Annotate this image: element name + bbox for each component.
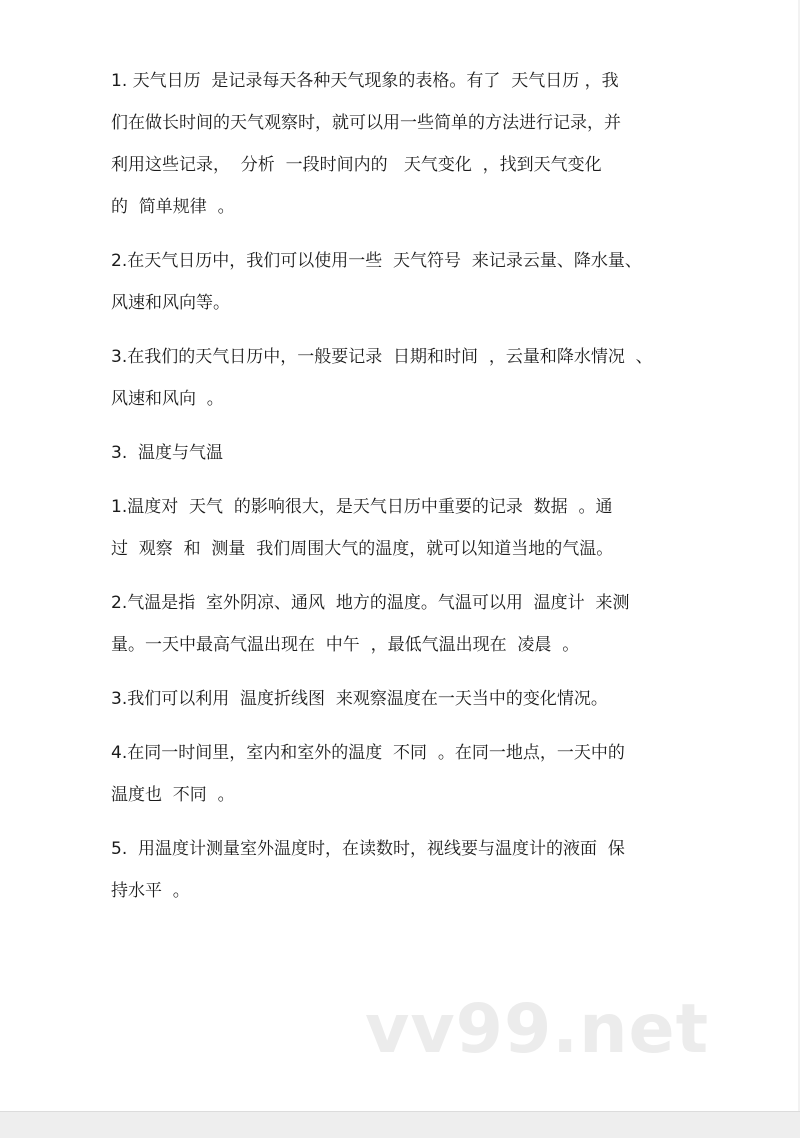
text-line: 1. 天气日历 是记录每天各种天气现象的表格。有了 天气日历 ，我: [111, 71, 619, 91]
text-line: 量。一天中最高气温出现在 中午 ，最低气温出现在 凌晨 。: [111, 635, 580, 655]
text-line: 风速和风向等。: [111, 293, 230, 313]
text-line: 3.在我们的天气日历中，一般要记录 日期和时间 ，云量和降水情况 、: [111, 347, 653, 367]
paragraph-air-temperature: [111, 582, 691, 666]
text-line: 的 简单规律 。: [111, 197, 235, 217]
text-line: 3.我们可以利用 温度折线图 来观察温度在一天当中的变化情况。: [111, 689, 608, 709]
text-line: 温度也 不同 。: [111, 785, 235, 805]
text-line: 风速和风向 。: [111, 389, 224, 409]
paragraph-weather-symbols: [111, 240, 691, 324]
text-line: 持水平 。: [111, 881, 190, 901]
paragraph-weather-calendar: [111, 60, 691, 228]
watermark-text: vv99.net: [365, 990, 710, 1069]
section-heading: [111, 432, 691, 474]
text-line: 5. 用温度计测量室外温度时，在读数时，视线要与温度计的液面 保: [111, 839, 625, 859]
text-line: 2.在天气日历中，我们可以使用一些 天气符号 来记录云量、降水量、: [111, 251, 642, 271]
text-line: 1.温度对 天气 的影响很大，是天气日历中重要的记录 数据 。通: [111, 497, 613, 517]
paragraph-line-chart: [111, 678, 691, 720]
text-line: 2.气温是指 室外阴凉、通风 地方的温度。气温可以用 温度计 来测: [111, 593, 630, 613]
paragraph-thermometer-reading: [111, 828, 691, 912]
paragraph-indoor-outdoor: [111, 732, 691, 816]
text-line: 4.在同一时间里，室内和室外的温度 不同 。在同一地点，一天中的: [111, 743, 625, 763]
document-body: [111, 60, 691, 924]
bottom-scroll-bar[interactable]: [0, 1111, 800, 1138]
paragraph-temperature-importance: [111, 486, 691, 570]
paragraph-record-items: [111, 336, 691, 420]
heading-text: 3. 温度与气温: [111, 443, 224, 463]
text-line: 利用这些记录， 分析 一段时间内的 天气变化 ，找到天气变化: [111, 155, 602, 175]
text-line: 过 观察 和 测量 我们周围大气的温度，就可以知道当地的气温。: [111, 539, 614, 559]
text-line: 们在做长时间的天气观察时，就可以用一些简单的方法进行记录，并: [111, 113, 621, 133]
